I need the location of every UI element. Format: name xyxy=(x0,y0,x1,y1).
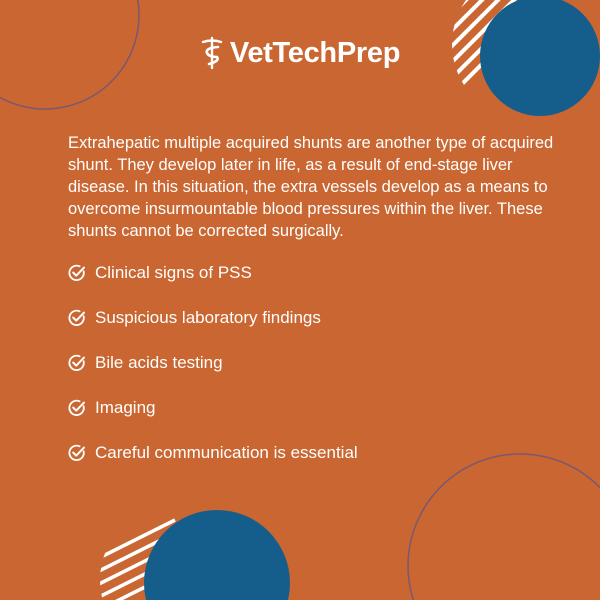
list-item-label: Suspicious laboratory findings xyxy=(95,308,321,327)
list-item-label: Imaging xyxy=(95,398,156,417)
list-item xyxy=(68,397,358,419)
check-circle-icon xyxy=(68,399,86,417)
list-item-label: Careful communication is essential xyxy=(95,443,358,462)
list-item-label: Clinical signs of PSS xyxy=(95,263,252,282)
brand-name: VetTechPrep xyxy=(229,36,401,69)
list-item xyxy=(68,262,358,284)
list-item xyxy=(68,307,358,329)
brand-logo xyxy=(0,36,600,70)
check-circle-icon xyxy=(68,444,86,462)
check-circle-icon xyxy=(68,354,86,372)
list-item xyxy=(68,352,358,374)
check-circle-icon xyxy=(68,309,86,327)
body-paragraph: Extrahepatic multiple acquired shunts are another type of acquired shunt. They develop later in life, as a result of end-stage liver disease. In this situation, the extra vessels develop as a means to overcome insurmountable blood pressures within the liver. These shunts cannot be corrected surgically. xyxy=(68,134,554,240)
ring-decoration xyxy=(408,454,600,600)
list-item-label: Bile acids testing xyxy=(95,353,223,372)
caduceus-icon xyxy=(200,36,224,70)
list-item xyxy=(68,442,358,464)
checklist xyxy=(68,262,358,487)
check-circle-icon xyxy=(68,264,86,282)
